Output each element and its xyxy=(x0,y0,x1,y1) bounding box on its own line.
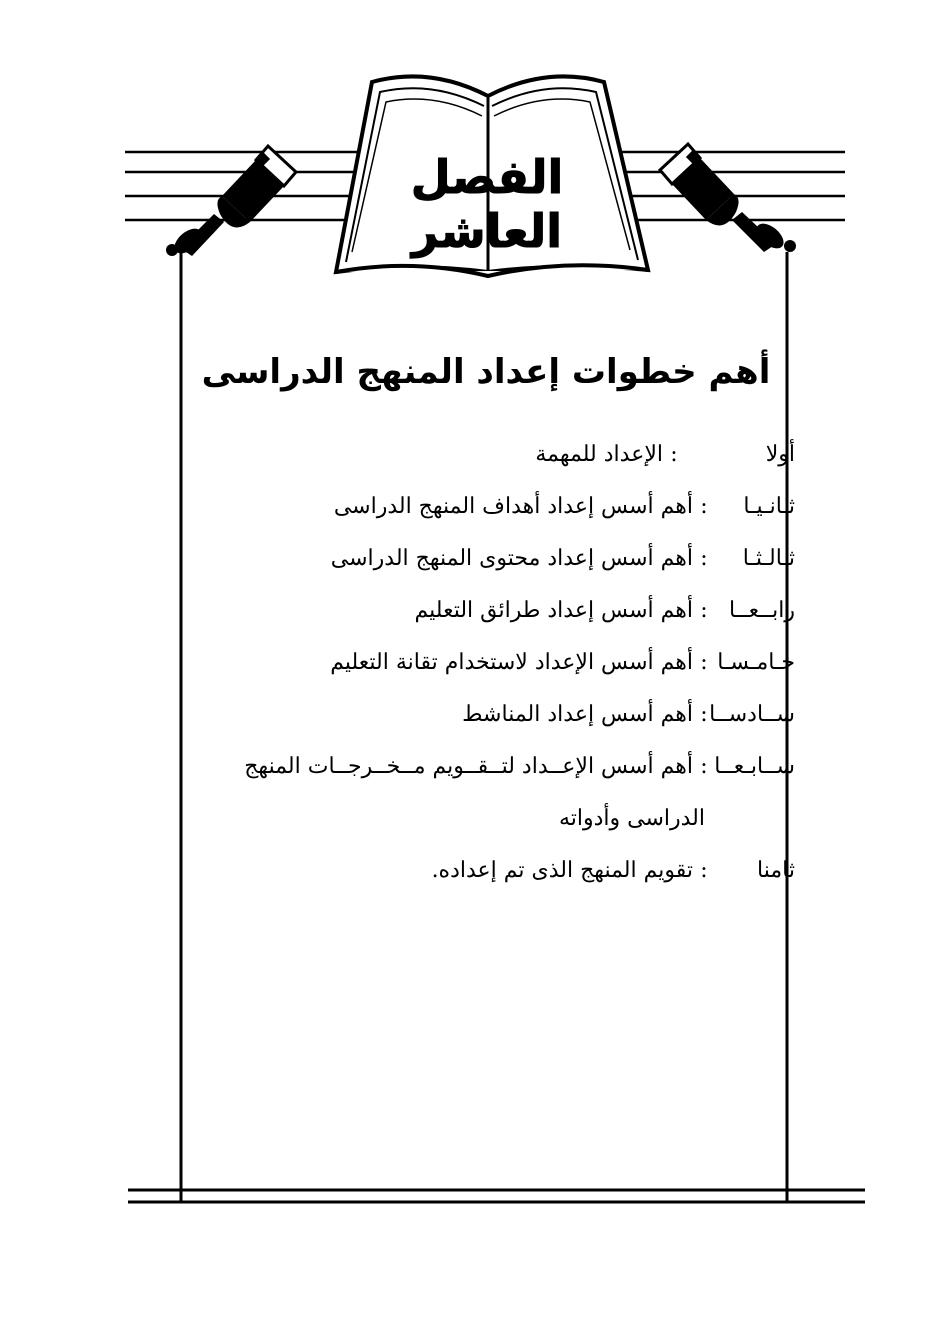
list-item xyxy=(182,532,795,584)
right-rail-knob xyxy=(784,240,796,252)
step-label: ســابـعــا xyxy=(714,753,795,779)
step-label: رابــعــا xyxy=(729,597,795,623)
step-label: ثـانـيـا xyxy=(743,493,795,519)
list-item xyxy=(182,480,795,532)
step-label: ثـالـثـا xyxy=(742,545,795,571)
step-text: أهم أسس إعداد طرائق التعليم xyxy=(414,597,693,623)
step-label: ثامنا xyxy=(757,857,795,883)
chapter-title: الفصل العاشر xyxy=(410,150,564,258)
list-item xyxy=(182,428,795,480)
step-separator: : xyxy=(700,701,708,727)
step-text: أهم أسس الإعــداد لتــقــويم مــخــرجــات المنهج xyxy=(244,753,693,779)
step-text: أهم أسس إعداد محتوى المنهج الدراسى xyxy=(330,545,693,571)
step-text: تقويم المنهج الذى تم إعداده. xyxy=(431,857,693,883)
step-text: أهم أسس إعداد المناشط xyxy=(462,701,693,727)
step-separator: : xyxy=(700,597,708,623)
step-text: الإعداد للمهمة xyxy=(535,441,663,467)
list-item xyxy=(182,584,795,636)
list-item xyxy=(182,740,795,792)
step-separator: : xyxy=(700,493,708,519)
step-text: أهم أسس الإعداد لاستخدام تقانة التعليم xyxy=(330,649,693,675)
step-separator: : xyxy=(700,649,708,675)
list-item xyxy=(182,636,795,688)
step-label: خـامـسـا xyxy=(717,649,795,675)
step-continuation: الدراسى وأدواته xyxy=(558,805,705,831)
step-separator: : xyxy=(700,545,708,571)
list-item xyxy=(182,844,795,896)
step-separator: : xyxy=(700,857,708,883)
left-bell-icon xyxy=(170,146,296,258)
step-separator: : xyxy=(670,441,678,467)
steps-list xyxy=(182,428,795,896)
step-label: أولا xyxy=(765,441,795,467)
step-label: ســادســا xyxy=(709,701,795,727)
list-item xyxy=(182,688,795,740)
bottom-rule xyxy=(128,1190,865,1202)
right-bell-icon xyxy=(660,144,788,253)
page-heading: أهم خطوات إعداد المنهج الدراسى xyxy=(201,352,771,392)
step-separator: : xyxy=(700,753,708,779)
step-text: أهم أسس إعداد أهداف المنهج الدراسى xyxy=(333,493,693,519)
